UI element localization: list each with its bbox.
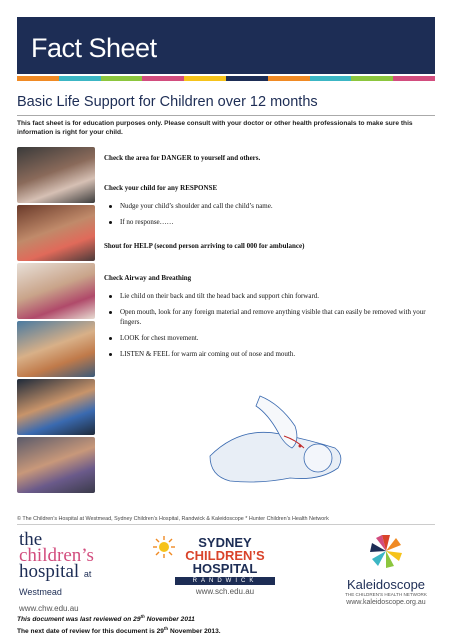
kaleidoscope-tagline: THE CHILDREN’S HEALTH NETWORK bbox=[345, 592, 427, 597]
sch-url: www.sch.edu.au bbox=[195, 587, 255, 596]
color-stripe bbox=[17, 76, 435, 81]
photo-column bbox=[17, 147, 95, 495]
next-review-sup: th bbox=[163, 626, 169, 632]
step-bullet: LISTEN & FEEL for warm air coming out of nose and mouth. bbox=[104, 349, 439, 359]
kaleidoscope-name: Kaleidoscope bbox=[346, 577, 426, 592]
stripe-segment bbox=[393, 76, 435, 81]
child-photo bbox=[17, 205, 95, 261]
sun-icon bbox=[152, 536, 176, 558]
chw-logo bbox=[19, 529, 134, 613]
step-title: Check your child for any RESPONSE bbox=[104, 184, 218, 192]
step-title: Check the area for DANGER to yourself and others. bbox=[104, 154, 261, 162]
copyright-notice: © The Children’s Hospital at Westmead, Sydney Children’s Hospital, Randwick & Kaleidoscope * Hunter Children’s Health Network bbox=[17, 516, 329, 522]
page-title: Fact Sheet bbox=[31, 33, 157, 63]
last-reviewed-text: This document was last reviewed on 29 bbox=[17, 616, 141, 624]
step-title: Shout for HELP (second person arriving to call 000 for ambulance) bbox=[104, 242, 305, 250]
kaleidoscope-icon bbox=[366, 532, 406, 570]
chw-suffix: at Westmead bbox=[19, 569, 92, 597]
divider bbox=[17, 524, 435, 525]
stripe-segment bbox=[17, 76, 59, 81]
header-banner bbox=[17, 17, 435, 74]
stripe-segment bbox=[59, 76, 101, 81]
step-title: Check Airway and Breathing bbox=[104, 274, 192, 282]
stripe-segment bbox=[101, 76, 143, 81]
section-heading: Basic Life Support for Children over 12 months bbox=[17, 94, 318, 110]
kaleidoscope-logo bbox=[334, 532, 438, 604]
disclaimer-text: This fact sheet is for education purposes only. Please consult with your doctor or other health professionals to make sure this information is right for your child. bbox=[17, 120, 413, 136]
step-bullet: Open mouth, look for any foreign material and remove anything visible that can easily be removed with your fingers. bbox=[104, 307, 439, 327]
child-photo bbox=[17, 321, 95, 377]
last-reviewed bbox=[17, 612, 221, 624]
next-review-text: The next date of review for this document is 29 bbox=[17, 628, 164, 636]
stripe-segment bbox=[351, 76, 393, 81]
step-bullet: Lie child on their back and tilt the head back and support chin forward. bbox=[104, 291, 439, 301]
stripe-segment bbox=[310, 76, 352, 81]
sch-line2: CHILDREN’S bbox=[185, 548, 265, 563]
stripe-segment bbox=[184, 76, 226, 81]
next-review bbox=[17, 624, 221, 636]
divider bbox=[17, 115, 435, 116]
last-reviewed-sup: th bbox=[140, 614, 145, 619]
next-review-date: November 2013. bbox=[168, 628, 221, 636]
chw-line2: children’s bbox=[19, 545, 94, 566]
child-photo bbox=[17, 379, 95, 435]
kaleidoscope-url: www.kaleidoscope.org.au bbox=[346, 599, 426, 606]
child-photo bbox=[17, 437, 95, 493]
step-bullet: Nudge your child’s shoulder and call the child’s name. bbox=[104, 201, 439, 211]
chw-line1: the bbox=[19, 529, 43, 550]
sch-bar: RANDWICK bbox=[175, 577, 275, 585]
last-reviewed-date: November 2011 bbox=[144, 616, 195, 624]
sch-line3: HOSPITAL bbox=[192, 561, 258, 576]
sch-logo bbox=[152, 536, 298, 606]
step-bullet: If no response…… bbox=[104, 217, 439, 227]
chw-line3: hospital bbox=[19, 561, 80, 582]
stripe-segment bbox=[142, 76, 184, 81]
review-info bbox=[17, 612, 221, 636]
child-photo bbox=[17, 147, 95, 203]
stripe-segment bbox=[268, 76, 310, 81]
child-photo bbox=[17, 263, 95, 319]
steps-list bbox=[104, 153, 439, 359]
stripe-segment bbox=[226, 76, 268, 81]
step-bullet: LOOK for chest movement. bbox=[104, 333, 439, 343]
sch-line1: SYDNEY bbox=[198, 535, 252, 550]
chw-url: www.chw.edu.au bbox=[19, 604, 79, 613]
resuscitation-illustration bbox=[200, 386, 350, 496]
